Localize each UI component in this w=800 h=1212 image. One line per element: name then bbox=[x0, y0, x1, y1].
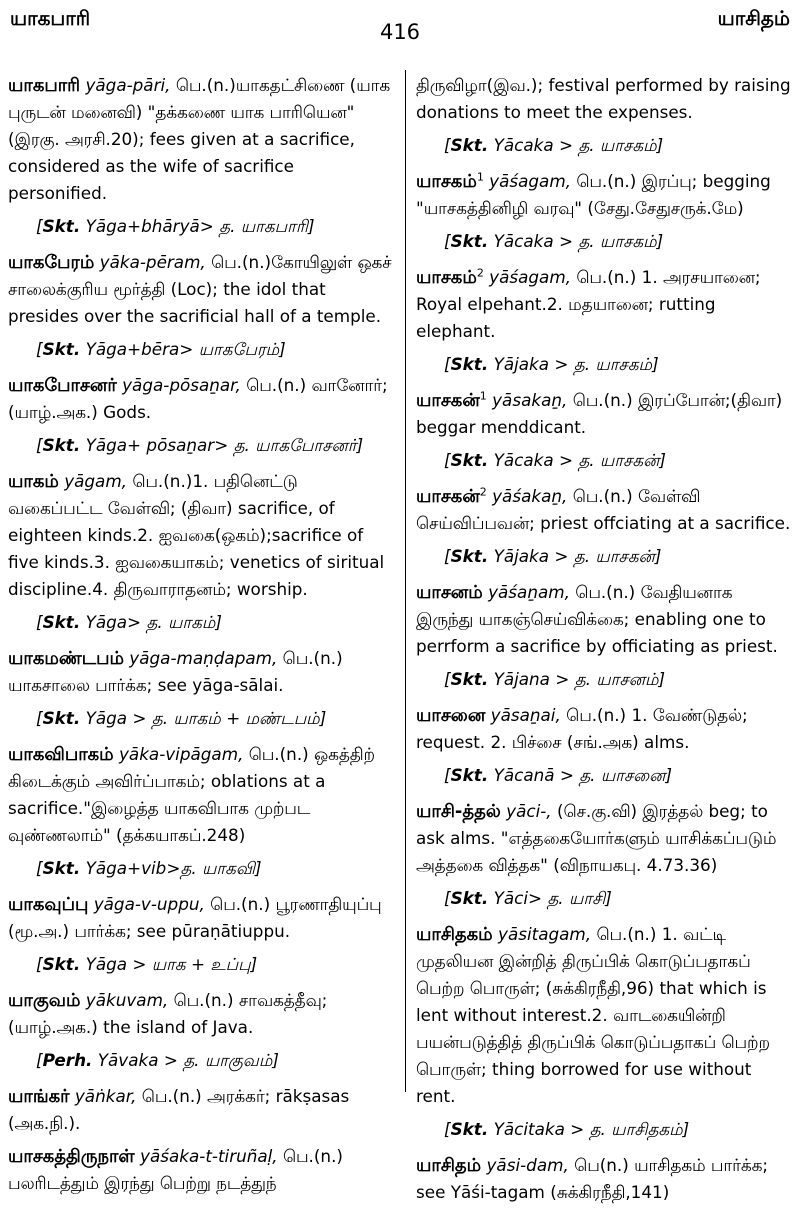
right-column bbox=[416, 72, 794, 1212]
dictionary-entry bbox=[416, 264, 794, 345]
entry-transliteration: yāga-maṇḍapam, bbox=[129, 648, 278, 668]
entry-headword: யாகம் bbox=[8, 471, 59, 492]
entry-transliteration: yāṅkar, bbox=[74, 1086, 137, 1106]
entry-definition: பெ.(n.) வேதியனாக இருந்து யாகஞ்செய்விக்கை; enabling one to perrform a sacrifice by officiating as priest. bbox=[416, 582, 778, 656]
entry-headword: யாசனை bbox=[416, 705, 486, 726]
entry-transliteration: yāka-pēram, bbox=[99, 252, 206, 272]
etymology-reference: [Perh. Yāvaka > த. யாகுவம்] bbox=[36, 1050, 279, 1070]
etymology-text: Yācaka > த. யாசகன் bbox=[493, 450, 660, 470]
entry-definition: பெ.(n.) பூரணாதியுப்பு (மூ.அ.) பார்க்க; see pūraṇātiuppu. bbox=[8, 894, 382, 941]
entry-definition: பெ(n.) யாசிதகம் பார்க்க; see Yāśi-tagam (சுக்கிரநீதி,141) bbox=[416, 1155, 769, 1202]
etymology-text: Yācanā > த. யாசனை bbox=[493, 765, 666, 785]
entry-definition: பெ.(n.)யாகதட்சிணை (யாக புருடன் மனைவி) "தக்கணை யாக பாரியென" (இரகு. அரசி.20); fees given at a sacrifice, considered as the wife of sacrifice personified. bbox=[8, 75, 391, 203]
etymology-reference: [Skt. Yājaka > த. யாசகம்] bbox=[444, 354, 659, 374]
etymology-text: Yācaka > த. யாசகம் bbox=[493, 135, 657, 155]
homograph-number: 1 bbox=[476, 170, 484, 184]
dictionary-entry bbox=[416, 72, 794, 126]
entry-definition: பெ.(n.) ஒகத்திற் கிடைக்கும் அவிர்ப்பாகம்; oblations at a sacrifice."இழைத்த யாகவிபாக முற்பட வுண்ணலாம்" (தக்கயாகப்.248) bbox=[8, 744, 375, 845]
etymology-text: Yācaka > த. யாசகம் bbox=[493, 231, 657, 251]
entry-transliteration: yāśakaṉ, bbox=[492, 486, 568, 506]
etymology-reference: [Skt. Yācaka > த. யாசகன்] bbox=[444, 450, 666, 470]
etymology-reference: [Skt. Yāga+bēra> யாகபேரம்] bbox=[36, 339, 286, 359]
dictionary-entry bbox=[416, 483, 794, 537]
entry-definition: பெ.(n.) 1. அரசயானை; Royal elpehant.2. மதயானை; rutting elephant. bbox=[416, 267, 761, 341]
entry-transliteration: yāśaka-t-tiruñaḷ, bbox=[140, 1146, 278, 1166]
header-guide-word-right: யாசிதம் bbox=[717, 6, 790, 30]
homograph-number: 2 bbox=[476, 266, 484, 280]
etymology-language: Skt. bbox=[42, 435, 81, 455]
column-divider bbox=[405, 70, 406, 1092]
entry-transliteration: yāśagam, bbox=[489, 171, 572, 191]
entry-headword: யாசனம் bbox=[416, 582, 483, 603]
dictionary-entry bbox=[416, 1152, 794, 1206]
etymology-text: Yāga> த. யாகம் bbox=[85, 612, 216, 632]
etymology-language: Skt. bbox=[450, 546, 489, 566]
entry-headword: யாசகத்திருநாள் bbox=[8, 1146, 135, 1167]
entry-definition: பெ.(n.) யாகசாலை பார்க்க; see yāga-sālai. bbox=[8, 648, 343, 695]
entry-definition: பெ.(n.) இரப்போன்;(திவா) beggar menddicant. bbox=[416, 390, 783, 437]
etymology-language: Skt. bbox=[450, 765, 489, 785]
dictionary-entry bbox=[416, 702, 794, 756]
entry-headword: யாசகன் bbox=[416, 390, 480, 411]
dictionary-entry bbox=[8, 468, 394, 603]
dictionary-entry bbox=[8, 1083, 394, 1137]
etymology-reference: [Skt. Yājaka > த. யாசகன்] bbox=[444, 546, 662, 566]
etymology-language: Skt. bbox=[450, 1119, 489, 1139]
etymology-reference: [Skt. Yāga > த. யாகம் + மண்டபம்] bbox=[36, 708, 327, 728]
etymology-language: Skt. bbox=[42, 708, 81, 728]
etymology-reference: [Skt. Yācitaka > த. யாசிதகம்] bbox=[444, 1119, 690, 1139]
entry-headword: யாசகன் bbox=[416, 486, 480, 507]
entry-headword: யாகமண்டபம் bbox=[8, 648, 124, 669]
etymology-reference: [Skt. Yāci> த. யாசி] bbox=[444, 888, 612, 908]
entry-headword: யாகவுப்பு bbox=[8, 894, 89, 915]
etymology-reference: [Skt. Yāga+ pōsaṉar> த. யாகபோசனர்] bbox=[36, 435, 364, 455]
entry-headword: யாகவிபாகம் bbox=[8, 744, 114, 765]
etymology-text: Yāga+bhāryā> த. யாகபாரி bbox=[85, 216, 308, 236]
entry-headword: யாசகம் bbox=[416, 267, 477, 288]
etymology-language: Skt. bbox=[42, 954, 81, 974]
entry-definition: பெ.(n.) அரக்கர்; rākṣasas (அக.நி.). bbox=[8, 1086, 350, 1133]
dictionary-entry bbox=[416, 798, 794, 879]
entry-headword: யாகுவம் bbox=[8, 990, 81, 1011]
entry-transliteration: yāga-v-uppu, bbox=[93, 894, 205, 914]
dictionary-entry bbox=[8, 741, 394, 849]
etymology-text: Yājaka > த. யாசகன் bbox=[493, 546, 655, 566]
dictionary-entry bbox=[416, 168, 794, 222]
entry-transliteration: yāsakaṉ, bbox=[492, 390, 568, 410]
entry-transliteration: yākuvam, bbox=[85, 990, 169, 1010]
dictionary-entry bbox=[416, 387, 794, 441]
etymology-language: Skt. bbox=[42, 858, 81, 878]
entry-definition: பெ.(n.)1. பதினெட்டு வகைப்பட்ட வேள்வி; (திவா) sacrifice, of eighteen kinds.2. ஐவகை(ஒகம்);sacrifice of five kinds.3. ஐவகையாகம்; venetics of siritual discipline.4. திருவாராதனம்; worship. bbox=[8, 471, 385, 599]
entry-transliteration: yāsaṉai, bbox=[490, 705, 561, 725]
entry-definition: பெ.(n.) பலரிடத்தும் இரந்து பெற்று நடத்துந் bbox=[8, 1146, 343, 1193]
etymology-reference: [Skt. Yājana > த. யாசனம்] bbox=[444, 669, 666, 689]
etymology-language: Skt. bbox=[450, 450, 489, 470]
etymology-text: Yāga+bēra> யாகபேரம் bbox=[85, 339, 280, 359]
etymology-text: Yāga > த. யாகம் + மண்டபம் bbox=[85, 708, 320, 728]
entry-definition: (செ.கு.வி) இரத்தல் beg; to ask alms. "எத்தகையோர்களும் யாசிக்கப்படும் அத்தகை வித்தக" (விநாயகபு. 4.73.36) bbox=[416, 801, 777, 875]
etymology-reference: [Skt. Yācanā > த. யாசனை] bbox=[444, 765, 673, 785]
entry-definition: பெ.(n.) 1. வேண்டுதல்; request. 2. பிச்சை (சங்.அக) alms. bbox=[416, 705, 748, 752]
entry-definition: பெ.(n.) இரப்பு; begging "யாசகத்தினிழி வரவு" (சேது.சேதுசருக்.மே) bbox=[416, 171, 771, 218]
page-header bbox=[0, 0, 800, 60]
etymology-reference: [Skt. Yāga> த. யாகம்] bbox=[36, 612, 222, 632]
etymology-language: Skt. bbox=[42, 339, 81, 359]
etymology-text: Yāci> த. யாசி bbox=[493, 888, 606, 908]
etymology-reference: [Skt. Yāga+bhāryā> த. யாகபாரி] bbox=[36, 216, 315, 236]
dictionary-entry bbox=[416, 579, 794, 660]
entry-transliteration: yāsitagam, bbox=[498, 924, 592, 944]
entry-transliteration: yāsi-dam, bbox=[486, 1155, 569, 1175]
entry-transliteration: yāśagam, bbox=[489, 267, 572, 287]
etymology-text: Yāga > யாக + உப்பு bbox=[85, 954, 251, 974]
entry-transliteration: yāci-, bbox=[506, 801, 552, 821]
dictionary-entry bbox=[8, 645, 394, 699]
left-column bbox=[8, 72, 394, 1203]
entry-definition: பெ.(n.) வானோர்; (யாழ்.அக.) Gods. bbox=[8, 375, 388, 422]
etymology-text: Yāga+vib>த. யாகவி bbox=[85, 858, 255, 878]
etymology-text: Yājana > த. யாசனம் bbox=[493, 669, 659, 689]
entry-definition: பெ.(n.)கோயிலுள் ஒகச் சாலைக்குரிய மூர்த்தி (Loc); the idol that presides over the sacrificial hall of a temple. bbox=[8, 252, 392, 326]
entry-definition: பெ.(n.) 1. வட்டி முதலியன இன்றித் திருப்பிக் கொடுப்பதாகப் பெற்ற பொருள்; (சுக்கிரநீதி,96) that which is lent without interest.2. வாடகையின்றி பயன்படுத்தித் திருப்பிக் கொடுப்பதாகப் பெற்ற பொருள்; thing borrowed for use without rent. bbox=[416, 924, 770, 1106]
entry-headword: யாசிதகம் bbox=[416, 924, 493, 945]
etymology-language: Skt. bbox=[450, 888, 489, 908]
entry-headword: யாசி-த்தல் bbox=[416, 801, 501, 822]
etymology-language: Skt. bbox=[450, 231, 489, 251]
header-guide-word-left: யாகபாரி bbox=[10, 6, 91, 30]
etymology-language: Skt. bbox=[450, 135, 489, 155]
entry-definition: திருவிழா(இவ.); festival performed by raising donations to meet the expenses. bbox=[416, 75, 791, 122]
dictionary-entry bbox=[8, 249, 394, 330]
entry-transliteration: yāka-vipāgam, bbox=[118, 744, 244, 764]
etymology-reference: [Skt. Yāga > யாக + உப்பு] bbox=[36, 954, 258, 974]
etymology-text: Yācitaka > த. யாசிதகம் bbox=[493, 1119, 683, 1139]
etymology-text: Yāga+ pōsaṉar> த. யாகபோசனர் bbox=[85, 435, 357, 455]
etymology-language: Perh. bbox=[42, 1050, 93, 1070]
dictionary-entry bbox=[8, 987, 394, 1041]
etymology-reference: [Skt. Yācaka > த. யாசகம்] bbox=[444, 135, 664, 155]
dictionary-entry bbox=[416, 921, 794, 1110]
dictionary-entry bbox=[8, 72, 394, 207]
entry-definition: பெ.(n.) சாவகத்தீவு; (யாழ்.அக.) the island of Java. bbox=[8, 990, 328, 1037]
etymology-text: Yāvaka > த. யாகுவம் bbox=[97, 1050, 273, 1070]
entry-headword: யாசகம் bbox=[416, 171, 477, 192]
dictionary-entry bbox=[8, 1143, 394, 1197]
etymology-language: Skt. bbox=[42, 612, 81, 632]
entry-headword: யாங்கர் bbox=[8, 1086, 70, 1107]
dictionary-entry bbox=[8, 891, 394, 945]
entry-headword: யாகபேரம் bbox=[8, 252, 95, 273]
page-number: 416 bbox=[379, 20, 421, 44]
etymology-reference: [Skt. Yāga+vib>த. யாகவி] bbox=[36, 858, 262, 878]
etymology-language: Skt. bbox=[450, 669, 489, 689]
etymology-reference: [Skt. Yācaka > த. யாசகம்] bbox=[444, 231, 664, 251]
entry-transliteration: yāga-pāri, bbox=[85, 75, 171, 95]
etymology-language: Skt. bbox=[42, 216, 81, 236]
entry-transliteration: yāgam, bbox=[64, 471, 128, 491]
entry-transliteration: yāśaṉam, bbox=[488, 582, 570, 602]
entry-transliteration: yāga-pōsaṉar, bbox=[122, 375, 241, 395]
entry-headword: யாகபாரி bbox=[8, 75, 81, 96]
entry-headword: யாகபோசனர் bbox=[8, 375, 117, 396]
dictionary-entry bbox=[8, 372, 394, 426]
entry-definition: பெ.(n.) வேள்வி செய்விப்பவன்; priest offciating at a sacrifice. bbox=[416, 486, 791, 533]
etymology-language: Skt. bbox=[450, 354, 489, 374]
homograph-number: 1 bbox=[479, 389, 487, 403]
entry-headword: யாசிதம் bbox=[416, 1155, 482, 1176]
etymology-text: Yājaka > த. யாசகம் bbox=[493, 354, 653, 374]
homograph-number: 2 bbox=[479, 485, 487, 499]
